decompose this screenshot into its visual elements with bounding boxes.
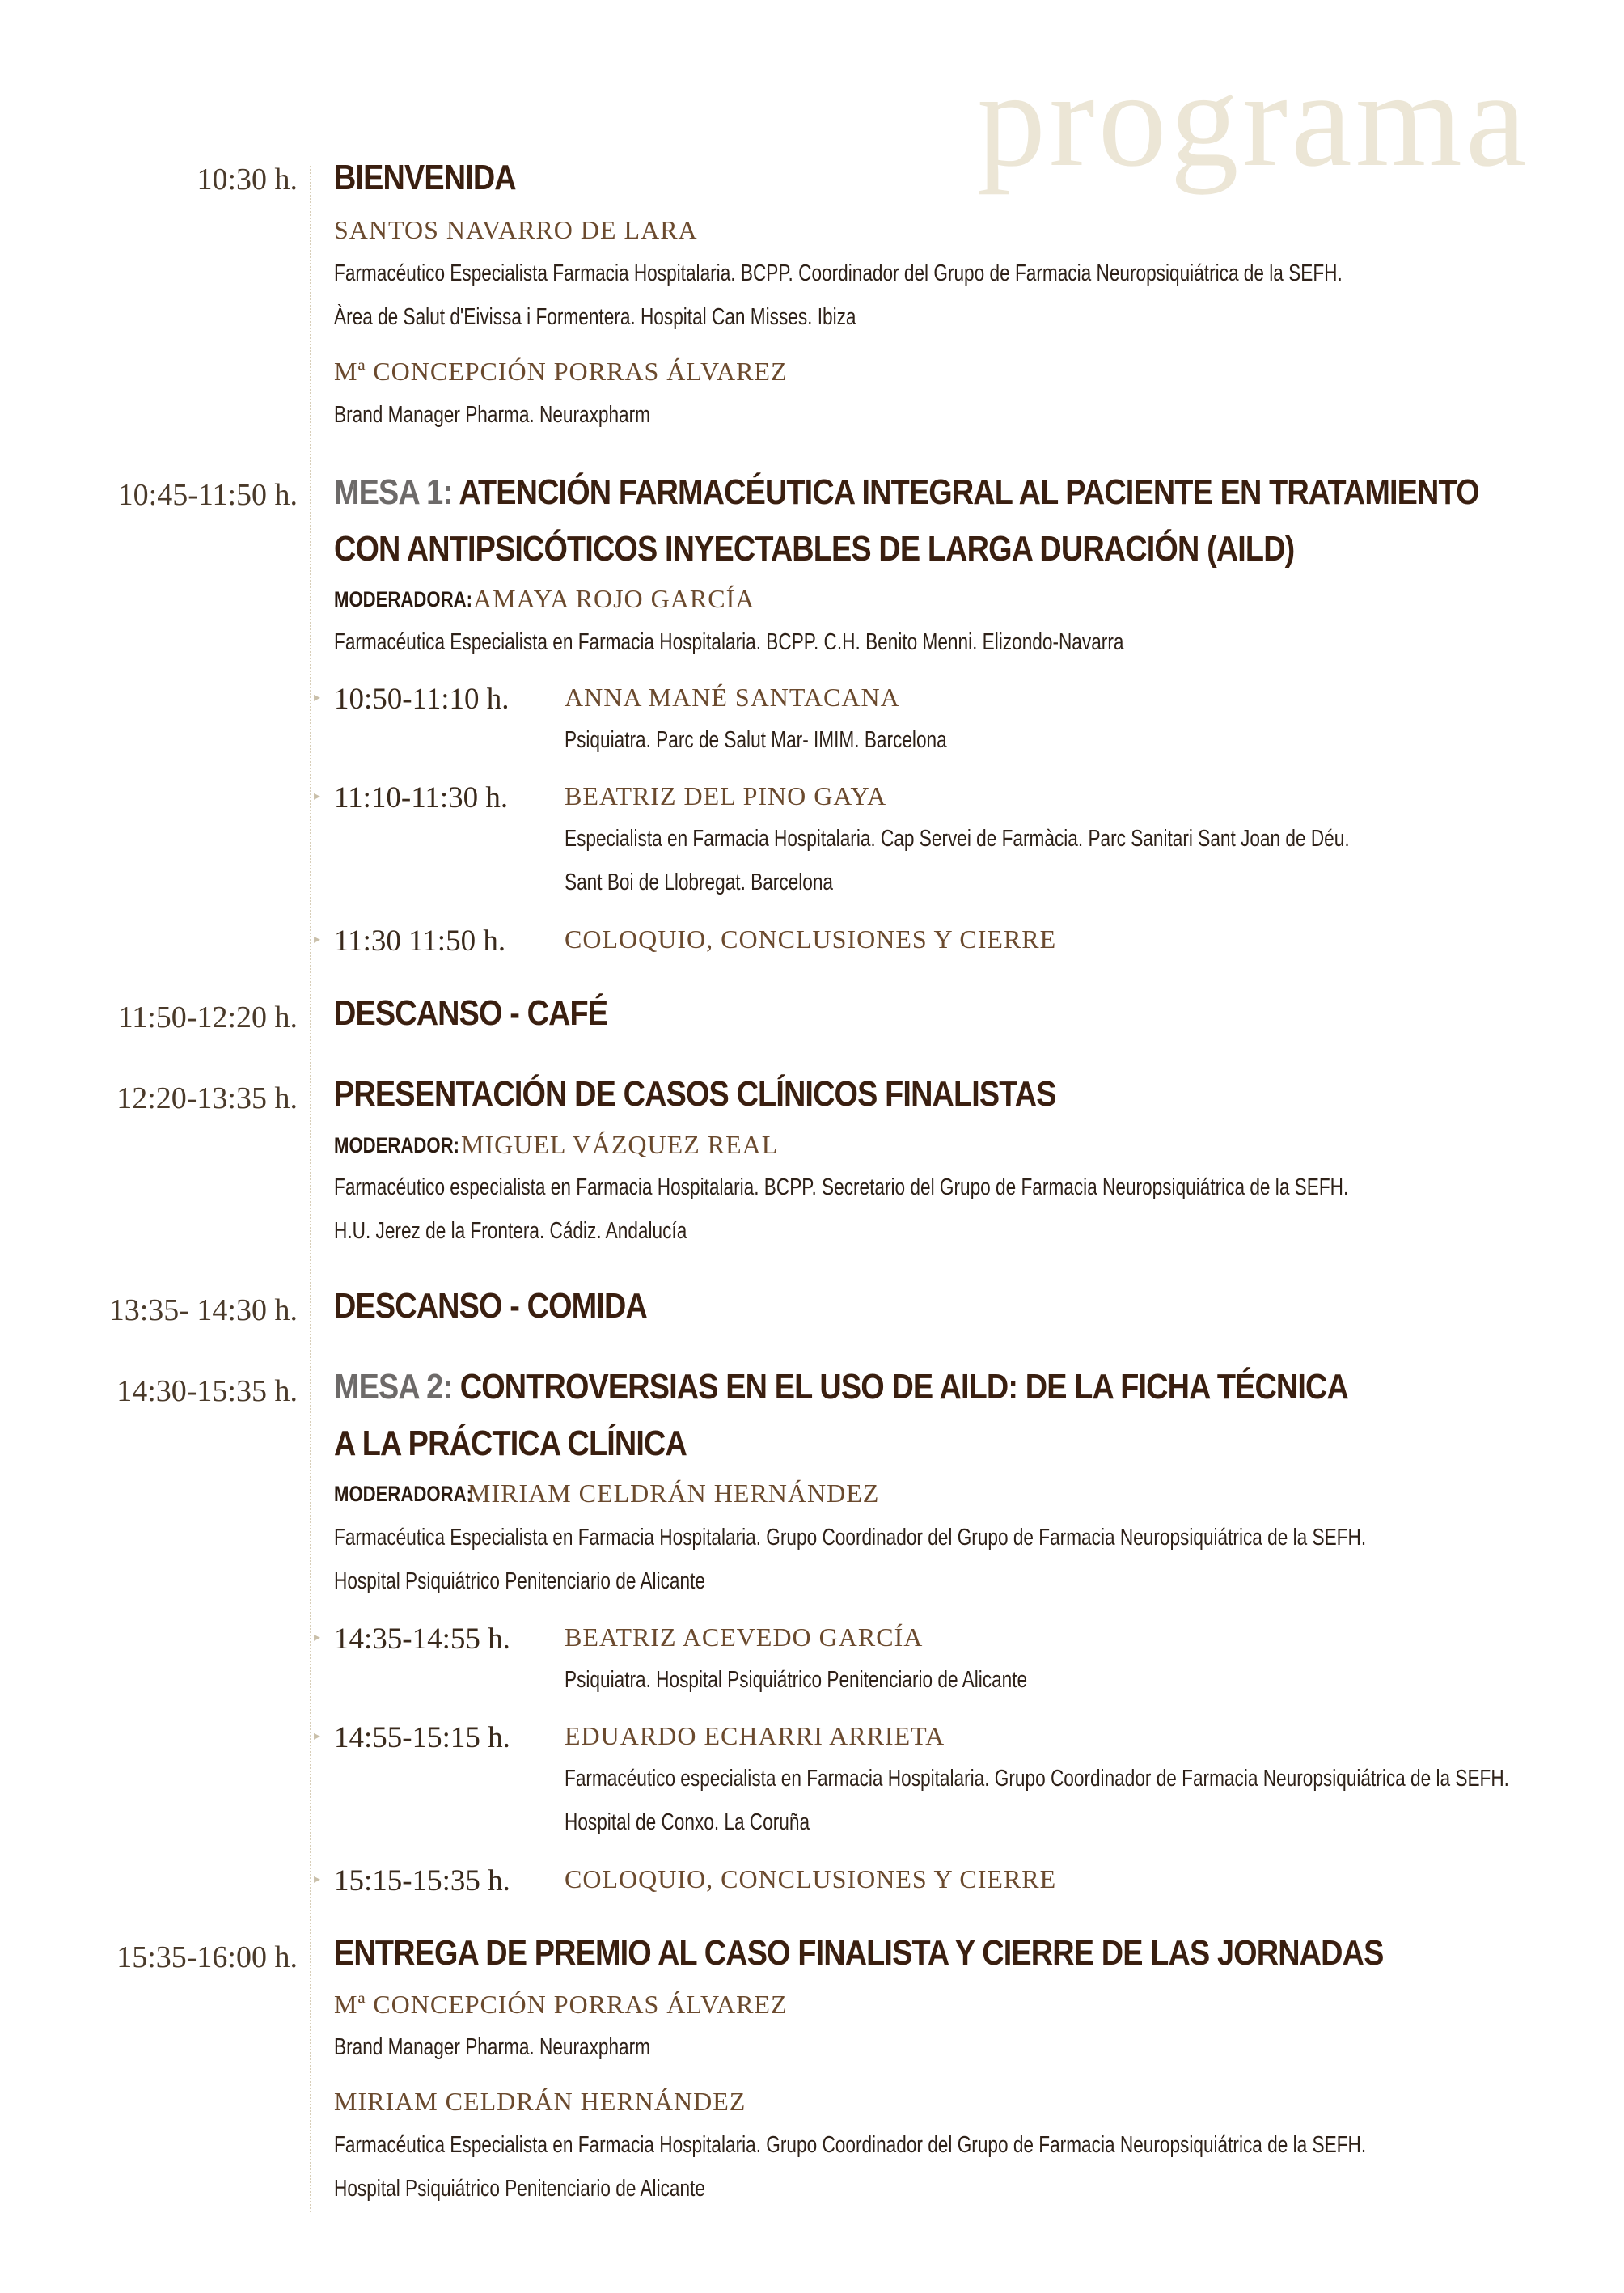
session-time: 13:35- 14:30 h.	[108, 1293, 298, 1327]
timeline-divider	[310, 166, 311, 2212]
speaker-affiliation: Brand Manager Pharma. Neuraxpharm	[334, 2034, 651, 2060]
mesa-title-line2: A LA PRÁCTICA CLÍNICA	[334, 1424, 687, 1463]
talk-title: COLOQUIO, CONCLUSIONES Y CIERRE	[565, 924, 1057, 954]
session-title: DESCANSO - CAFÉ	[334, 993, 608, 1033]
session-title	[334, 1367, 1348, 1407]
speaker-name: Mª CONCEPCIÓN PORRAS ÁLVAREZ	[334, 1990, 788, 2019]
bullet-arrow-icon: ▸	[314, 1729, 321, 1743]
speaker-affiliation: Àrea de Salut d'Eivissa i Formentera. Hospital Can Misses. Ibiza	[334, 304, 856, 330]
session-time: 14:30-15:35 h.	[116, 1374, 298, 1408]
talk-time: 14:55-15:15 h.	[334, 1721, 510, 1754]
moderator-name: AMAYA ROJO GARCÍA	[473, 584, 755, 613]
speaker-affiliation: Brand Manager Pharma. Neuraxpharm	[334, 402, 651, 428]
talk-speaker-affiliation: Especialista en Farmacia Hospitalaria. Cap Servei de Farmàcia. Parc Sanitari Sant Joan de Déu.	[565, 826, 1350, 852]
speaker-affiliation: Farmacéutico Especialista Farmacia Hospitalaria. BCPP. Coordinador del Grupo de Farmacia Neuropsiquiátrica de la SEFH.	[334, 260, 1343, 286]
moderator-label: MODERADOR:	[334, 1133, 459, 1157]
bullet-arrow-icon: ▸	[314, 933, 321, 946]
moderator-affiliation: Farmacéutico especialista en Farmacia Hospitalaria. BCPP. Secretario del Grupo de Farmacia Neuropsiquiátrica de la SEFH.	[334, 1174, 1349, 1200]
session-time: 10:45-11:50 h.	[117, 478, 298, 512]
talk-speaker-affiliation: Psiquiatra. Parc de Salut Mar- IMIM. Barcelona	[565, 727, 947, 753]
speaker-name: MIRIAM CELDRÁN HERNÁNDEZ	[334, 2087, 746, 2116]
bullet-arrow-icon: ▸	[314, 789, 321, 803]
speaker-name: SANTOS NAVARRO DE LARA	[334, 215, 698, 244]
talk-speaker-name: ANNA MANÉ SANTACANA	[565, 683, 900, 712]
talk-speaker-affiliation: Sant Boi de Llobregat. Barcelona	[565, 869, 833, 895]
moderator-label: MODERADORA:	[334, 587, 472, 611]
session-title: DESCANSO - COMIDA	[334, 1286, 647, 1326]
talk-time: 15:15-15:35 h.	[334, 1864, 510, 1897]
talk-speaker-affiliation: Psiquiatra. Hospital Psiquiátrico Penitenciario de Alicante	[565, 1667, 1028, 1693]
session-title: BIENVENIDA	[334, 158, 516, 197]
moderator-label: MODERADORA:	[334, 1482, 472, 1506]
talk-speaker-name: BEATRIZ DEL PINO GAYA	[565, 781, 887, 810]
talk-speaker-affiliation: Farmacéutico especialista en Farmacia Hospitalaria. Grupo Coordinador de Farmacia Neuropsiquiátrica de la SEFH.	[565, 1766, 1509, 1792]
mesa-label: MESA 2:	[334, 1367, 453, 1407]
programa-watermark: programa	[977, 43, 1530, 195]
speaker-affiliation: Farmacéutica Especialista en Farmacia Hospitalaria. Grupo Coordinador del Grupo de Farmacia Neuropsiquiátrica de la SEFH.	[334, 2132, 1367, 2158]
talk-time: 11:10-11:30 h.	[334, 781, 509, 814]
moderator-name: MIRIAM CELDRÁN HERNÁNDEZ	[467, 1479, 880, 1508]
talk-speaker-affiliation: Hospital de Conxo. La Coruña	[565, 1809, 810, 1835]
speaker-name: Mª CONCEPCIÓN PORRAS ÁLVAREZ	[334, 357, 788, 386]
session-time: 10:30 h.	[197, 163, 298, 197]
moderator-affiliation: Farmacéutica Especialista en Farmacia Hospitalaria. Grupo Coordinador del Grupo de Farmacia Neuropsiquiátrica de la SEFH.	[334, 1525, 1367, 1551]
talk-time: 10:50-11:10 h.	[334, 683, 510, 716]
talk-title: COLOQUIO, CONCLUSIONES Y CIERRE	[565, 1864, 1057, 1893]
moderator-name: MIGUEL VÁZQUEZ REAL	[461, 1130, 779, 1159]
mesa-title-line1: CONTROVERSIAS EN EL USO DE AILD: DE LA FICHA TÉCNICA	[459, 1367, 1348, 1407]
moderator-affiliation: Hospital Psiquiátrico Penitenciario de Alicante	[334, 1568, 705, 1594]
mesa-title-line1: ATENCIÓN FARMACÉUTICA INTEGRAL AL PACIENTE EN TRATAMIENTO	[459, 472, 1479, 512]
talk-time: 11:30 11:50 h.	[334, 924, 506, 958]
session-title: ENTREGA DE PREMIO AL CASO FINALISTA Y CIERRE DE LAS JORNADAS	[334, 1933, 1384, 1973]
session-title: PRESENTACIÓN DE CASOS CLÍNICOS FINALISTAS	[334, 1074, 1056, 1114]
talk-speaker-name: BEATRIZ ACEVEDO GARCÍA	[565, 1622, 924, 1652]
mesa-label: MESA 1:	[334, 472, 453, 512]
session-title	[334, 472, 1479, 513]
session-time: 15:35-16:00 h.	[116, 1940, 298, 1974]
speaker-affiliation: Hospital Psiquiátrico Penitenciario de Alicante	[334, 2176, 705, 2202]
session-time: 11:50-12:20 h.	[117, 1001, 298, 1034]
bullet-arrow-icon: ▸	[314, 1631, 321, 1644]
talk-speaker-name: EDUARDO ECHARRI ARRIETA	[565, 1721, 945, 1750]
bullet-arrow-icon: ▸	[314, 691, 321, 704]
talk-time: 14:35-14:55 h.	[334, 1622, 510, 1656]
bullet-arrow-icon: ▸	[314, 1872, 321, 1886]
session-time: 12:20-13:35 h.	[116, 1081, 298, 1115]
mesa-title-line2: CON ANTIPSICÓTICOS INYECTABLES DE LARGA DURACIÓN (AILD)	[334, 529, 1295, 569]
moderator-affiliation: H.U. Jerez de la Frontera. Cádiz. Andalucía	[334, 1218, 687, 1244]
moderator-affiliation: Farmacéutica Especialista en Farmacia Hospitalaria. BCPP. C.H. Benito Menni. Elizondo-Navarra	[334, 629, 1124, 655]
